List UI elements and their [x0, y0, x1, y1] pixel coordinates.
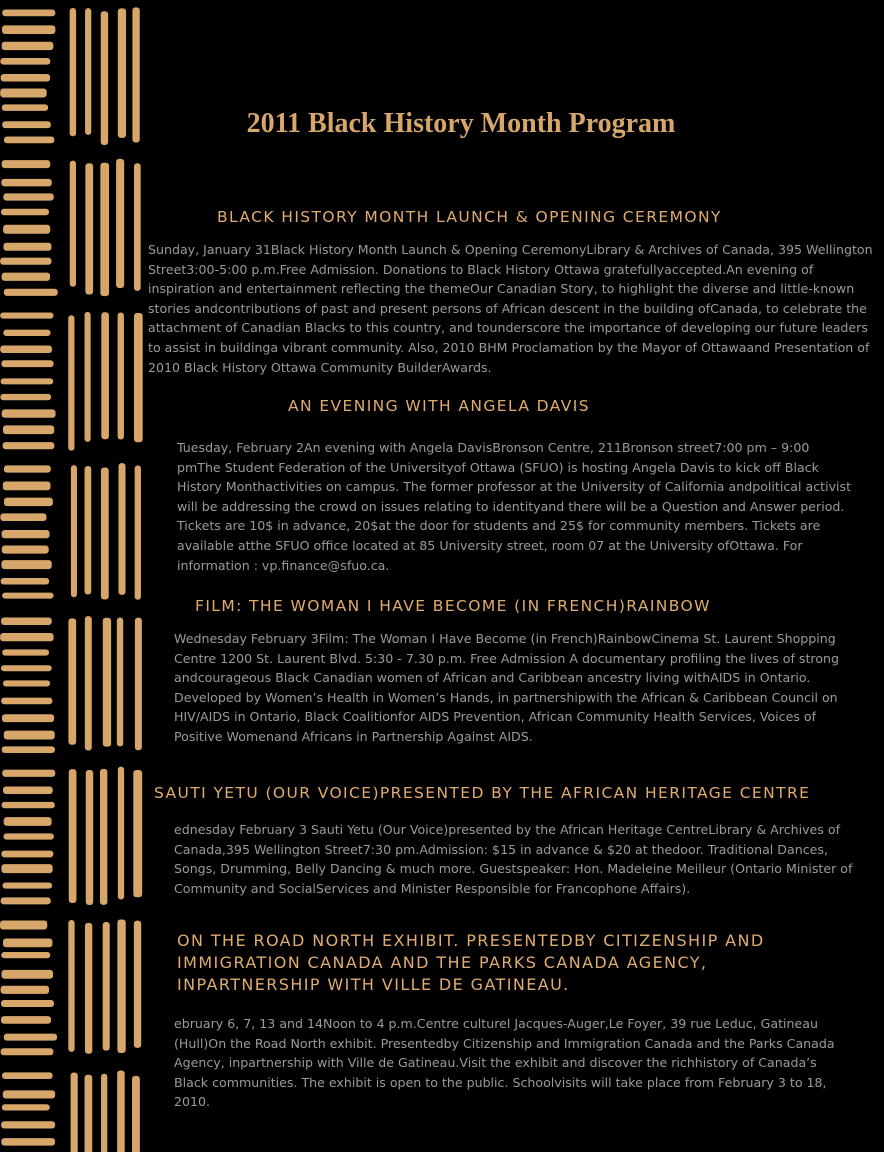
pattern-stroke — [118, 463, 125, 595]
pattern-stroke — [103, 618, 111, 747]
pattern-stroke — [85, 466, 92, 595]
pattern-stroke — [3, 833, 53, 839]
pattern-stroke — [2, 714, 54, 722]
pattern-stroke — [3, 193, 53, 200]
pattern-stroke — [101, 467, 109, 599]
pattern-stroke — [1, 560, 51, 569]
pattern-stroke — [3, 786, 53, 794]
pattern-stroke — [1, 864, 52, 873]
pattern-stroke — [71, 465, 77, 597]
pattern-stroke — [132, 1076, 140, 1152]
pattern-stroke — [3, 330, 50, 336]
event-heading-road-north: ON THE ROAD NORTH EXHIBIT. PRESENTEDBY CITIZENSHIP AND IMMIGRATION CANADA AND THE PARKS CANADA AGENCY, INPARTNERSHIP WITH VILLE DE GATINEAU. — [177, 931, 765, 994]
pattern-stroke — [0, 89, 46, 98]
pattern-stroke — [1, 1048, 54, 1055]
pattern-stroke — [1, 970, 53, 979]
pattern-stroke — [2, 273, 51, 281]
event-heading-sauti-yetu: SAUTI YETU (OUR VOICE)PRESENTED BY THE AFRICAN HERITAGE CENTRE — [154, 784, 811, 802]
pattern-stroke — [0, 921, 47, 930]
pattern-stroke — [1, 179, 51, 186]
pattern-stroke — [86, 770, 93, 905]
pattern-stroke — [70, 8, 76, 136]
pattern-stroke — [101, 312, 109, 439]
pattern-stroke — [117, 1071, 125, 1152]
pattern-stroke — [85, 8, 91, 135]
pattern-stroke — [85, 1075, 93, 1152]
pattern-stroke — [2, 121, 51, 128]
pattern-stroke — [1, 698, 52, 705]
pattern-stroke — [68, 315, 74, 450]
event-heading-launch: BLACK HISTORY MONTH LAUNCH & OPENING CEREMONY — [217, 208, 722, 226]
pattern-stroke — [1, 665, 52, 671]
pattern-stroke — [1, 1138, 55, 1145]
pattern-stroke — [1, 1121, 55, 1128]
pattern-stroke — [134, 313, 143, 442]
pattern-stroke — [2, 42, 54, 50]
pattern-stroke — [68, 920, 74, 1052]
pattern-stroke — [0, 394, 51, 400]
pattern-stroke — [0, 633, 54, 641]
pattern-stroke — [2, 593, 53, 599]
pattern-stroke — [2, 104, 48, 111]
pattern-stroke — [118, 8, 126, 137]
pattern-stroke — [1, 378, 54, 384]
pattern-stroke — [70, 161, 76, 287]
pattern-stroke — [101, 1074, 107, 1152]
pattern-stroke — [100, 769, 107, 905]
pattern-stroke — [2, 546, 49, 554]
pattern-stroke — [3, 939, 52, 948]
pattern-stroke — [2, 25, 55, 34]
event-body-angela-davis: Tuesday, February 2An evening with Angela DavisBronson Centre, 211Bronson street7:00 pm – 9:00 pmThe Student Federation of the Universityof Ottawa (SFUO) is hosting Angela Davis to kick off Black History Monthactivities on campus. The former professor at the University of California andpolitical activist will be addressing the crowd on issues relating to identityand there will be a Question and Answer period. Tickets are 10$ in advance, 20$at the door for students and 25$ for community members. Tickets are available atthe SFUO office located at 85 University street, room 07 at the University ofOttawa. For information : vp.finance@sfuo.ca. — [177, 440, 852, 573]
pattern-stroke — [2, 770, 55, 777]
pattern-stroke — [2, 802, 55, 808]
pattern-stroke — [3, 425, 54, 434]
event-heading-film: FILM: THE WOMAN I HAVE BECOME (IN FRENCH)RAINBOW — [195, 597, 711, 615]
pattern-stroke — [132, 7, 139, 142]
pattern-stroke — [117, 920, 125, 1053]
pattern-stroke — [85, 923, 92, 1054]
pattern-stroke — [1, 1000, 54, 1007]
pattern-stroke — [117, 618, 123, 747]
pattern-stroke — [3, 481, 51, 490]
pattern-stroke — [103, 922, 110, 1051]
pattern-stroke — [135, 618, 142, 751]
pattern-stroke — [4, 817, 52, 826]
event-body-film: Wednesday February 3Film: The Woman I Have Become (in French)RainbowCinema St. Laurent Shopping Centre 1200 St. Laurent Blvd. 5:30 - 7.30 p.m. Free Admission A documentary profiling the lives of strong andcourageous Black Canadian women of African and Caribbean ancestry living withAIDS in Ontario. Developed by Women’s Health in Women’s Hands, in partnershipwith the African & Caribbean Council on HIV/AIDS in Ontario, Black Coalitionfor AIDS Prevention, African Community Health Services, Voices of Positive Womenand Africans in Partnership Against AIDS. — [174, 631, 840, 744]
pattern-stroke — [4, 465, 51, 472]
pattern-stroke — [118, 767, 124, 900]
pattern-stroke — [0, 58, 50, 65]
event-body-sauti-yetu: ednesday February 3 Sauti Yetu (Our Voice)presented by the African Heritage CentreLibrary & Archives of Canada,395 Wellington Street7:30 pm.Admission: $15 in advance & $20 at thedoor. Traditional Dances, Songs, Drumming, Belly Dancing & much more. Guestspeaker: Hon. Madeleine Meilleur (Ontario Minister of Community and SocialServices and Minister Responsible for Francophone Affairs). — [174, 822, 853, 896]
pattern-stroke — [1, 209, 49, 215]
pattern-stroke — [0, 513, 46, 521]
pattern-stroke — [69, 769, 77, 903]
pattern-stroke — [1, 952, 50, 958]
pattern-stroke — [134, 921, 141, 1048]
pattern-stroke — [1, 617, 52, 625]
pattern-stroke — [0, 258, 51, 265]
pattern-stroke — [2, 409, 56, 417]
pattern-stroke — [0, 345, 52, 352]
pattern-stroke — [4, 137, 54, 144]
pattern-stroke — [85, 312, 91, 442]
pattern-stroke — [1, 578, 50, 585]
pattern-stroke — [3, 442, 55, 449]
pattern-stroke — [2, 882, 52, 888]
pattern-stroke — [3, 225, 50, 234]
pattern-stroke — [1, 74, 51, 81]
pattern-stroke — [3, 243, 51, 251]
pattern-stroke — [2, 9, 55, 16]
pattern-stroke — [2, 160, 51, 168]
pattern-stroke — [1, 360, 53, 367]
event-body-road-north: ebruary 6, 7, 13 and 14Noon to 4 p.m.Centre culturel Jacques-Auger,Le Foyer, 39 rue Leduc, Gatineau (Hull)On the Road North exhibit. Presentedby Citizenship and Immigration Canada and the Parks Canada Agency, inpartnership with Ville de Gatineau.Visit the exhibit and discover the richhistory of Canada’s Black communities. The exhibit is open to the public. Schoolvisits will take place from February 3 to 18, 2010. — [174, 1016, 835, 1110]
pattern-stroke — [134, 163, 141, 291]
pattern-stroke — [4, 289, 58, 296]
pattern-stroke — [4, 731, 55, 740]
pattern-stroke — [135, 465, 141, 599]
decorative-stripe-pattern — [0, 0, 148, 1152]
pattern-stroke — [1, 1016, 51, 1024]
pattern-stroke — [118, 313, 124, 440]
pattern-stroke — [68, 618, 76, 744]
pattern-stroke — [1, 897, 51, 904]
pattern-stroke — [1, 851, 53, 858]
pattern-stroke — [2, 1104, 50, 1110]
pattern-stroke — [71, 1072, 78, 1152]
pattern-stroke — [85, 163, 93, 294]
pattern-stroke — [2, 746, 55, 753]
pattern-stroke — [116, 159, 124, 288]
pattern-stroke — [0, 313, 53, 319]
pattern-stroke — [4, 1034, 57, 1041]
pattern-stroke — [1, 986, 50, 994]
pattern-stroke — [2, 1072, 53, 1079]
pattern-stroke — [2, 649, 49, 655]
event-body-launch: Sunday, January 31Black History Month Launch & Opening CeremonyLibrary & Archives of Canada, 395 Wellington Street3:00-5:00 p.m.Free Admission. Donations to Black History Ottawa gratefullyaccepted.An evening of inspiration and entertainment reflecting the themeOur Canadian Story, to highlight the diverse and little-known stories andcontributions of past and present persons of African descent in the building ofCanada, to celebrate the attachment of Canadian Blacks to this country, and tounderscore the importance of developing our future leaders to assist in buildinga vibrant community. Also, 2010 BHM Proclamation by the Mayor of Ottawaand Presentation of 2010 Black History Ottawa Community BuilderAwards. — [148, 242, 873, 375]
pattern-stroke — [4, 498, 53, 506]
pattern-stroke — [100, 163, 109, 296]
pattern-stroke — [133, 770, 142, 897]
pattern-stroke — [85, 616, 92, 750]
pattern-stroke — [3, 680, 50, 686]
event-heading-angela-davis: AN EVENING WITH ANGELA DAVIS — [288, 397, 590, 415]
pattern-stroke — [101, 11, 108, 145]
pattern-stroke — [2, 530, 50, 538]
pattern-stroke — [3, 1090, 55, 1098]
page-title: 2011 Black History Month Program — [246, 108, 676, 139]
